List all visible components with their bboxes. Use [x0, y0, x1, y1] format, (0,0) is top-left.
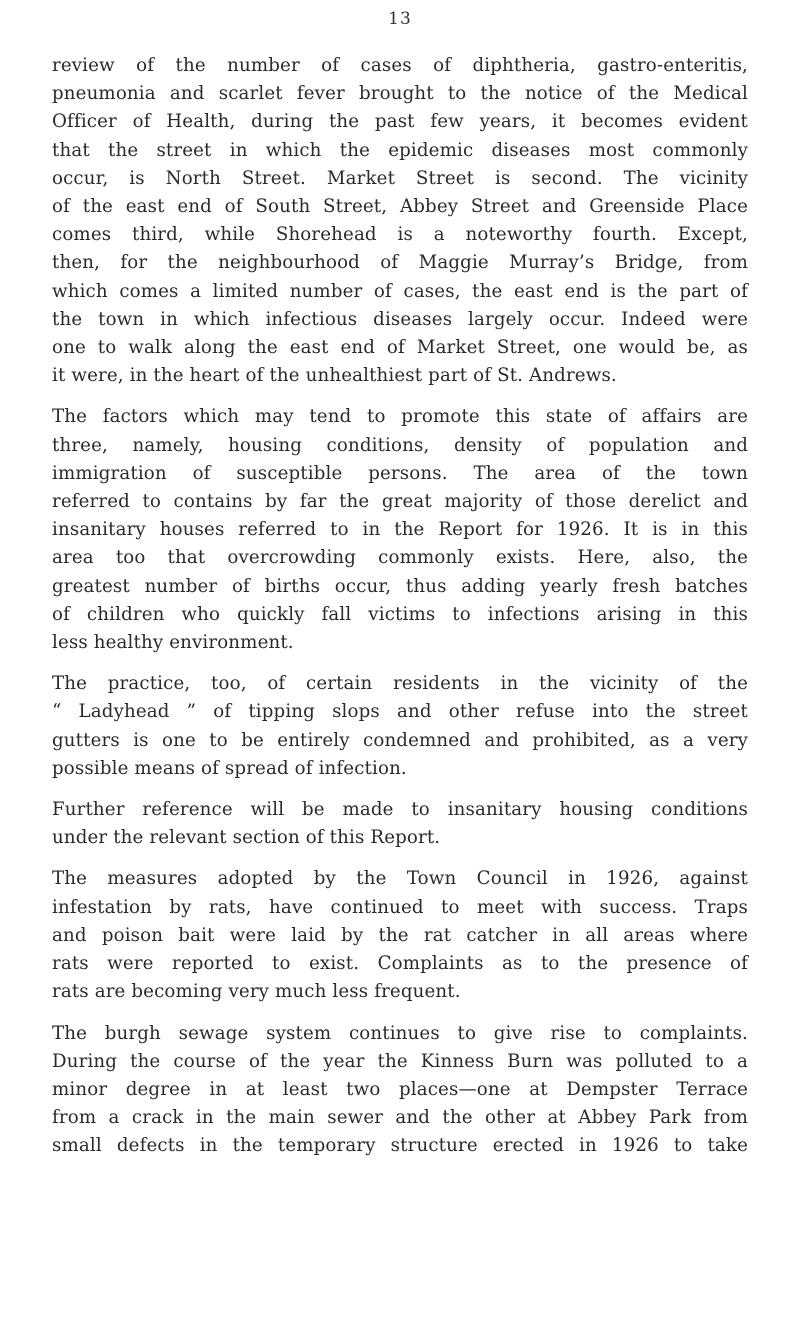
text-line: Further reference will be made to insanitary housing conditions: [52, 799, 748, 821]
text-line: under the relevant section of this Report.: [52, 827, 441, 849]
text-line: and poison bait were laid by the rat catcher in all areas where: [52, 924, 748, 946]
text-line: comes third, while Shorehead is a noteworthy fourth. Except,: [52, 224, 748, 246]
text-line: less healthy environment.: [52, 632, 294, 654]
text-line: insanitary houses referred to in the Report for 1926. It is in this: [52, 519, 748, 541]
paragraph-sewage: [52, 1020, 748, 1161]
text-line: occur, is North Street. Market Street is second. The vicinity: [52, 167, 748, 189]
text-line: referred to contains by far the great majority of those derelict and: [52, 491, 748, 513]
text-line: one to walk along the east end of Market Street, one would be, as: [52, 337, 748, 359]
paragraph-epidemic-streets: [52, 52, 748, 390]
paragraph-further-reference: [52, 796, 748, 852]
text-line: of the east end of South Street, Abbey Street and Greenside Place: [52, 196, 748, 218]
text-line: three, namely, housing conditions, density of population and: [52, 434, 748, 456]
text-line: the town in which infectious diseases largely occur. Indeed were: [52, 308, 748, 330]
text-line: minor degree in at least two places—one at Dempster Terrace: [52, 1078, 748, 1100]
text-line: that the street in which the epidemic diseases most commonly: [52, 139, 748, 161]
text-line: review of the number of cases of diphtheria, gastro-enteritis,: [52, 55, 748, 76]
text-line: of children who quickly fall victims to infections arising in this: [52, 603, 748, 625]
text-line: area too that overcrowding commonly exists. Here, also, the: [52, 547, 748, 569]
text-line: rats were reported to exist. Complaints as to the presence of: [52, 953, 748, 975]
text-line: Officer of Health, during the past few years, it becomes evident: [52, 111, 748, 133]
paragraph-ladyhead: [52, 670, 748, 783]
paragraph-rats: [52, 865, 748, 1006]
text-line: The factors which may tend to promote this state of affairs are: [52, 406, 748, 428]
text-line: it were, in the heart of the unhealthiest part of St. Andrews.: [52, 365, 617, 387]
text-line: greatest number of births occur, thus adding yearly fresh batches: [52, 575, 748, 597]
text-line: immigration of susceptible persons. The area of the town: [52, 462, 748, 484]
text-line: infestation by rats, have continued to meet with success. Traps: [52, 896, 748, 918]
text-line: from a crack in the main sewer and the other at Abbey Park from: [52, 1107, 748, 1129]
paragraph-factors: [52, 403, 748, 657]
body-text: [52, 52, 748, 1174]
page-number: 13: [388, 9, 412, 29]
text-line: “ Ladyhead ” of tipping slops and other refuse into the street: [52, 701, 748, 723]
text-line: rats are becoming very much less frequent.: [52, 981, 461, 1003]
text-line: The burgh sewage system continues to give rise to complaints.: [52, 1022, 748, 1044]
text-line: small defects in the temporary structure erected in 1926 to take: [52, 1135, 748, 1157]
text-line: pneumonia and scarlet fever brought to the notice of the Medical: [52, 83, 748, 105]
text-line: then, for the neighbourhood of Maggie Murray’s Bridge, from: [52, 252, 748, 274]
text-line: possible means of spread of infection.: [52, 757, 407, 779]
text-line: which comes a limited number of cases, the east end is the part of: [52, 280, 748, 302]
text-line: The measures adopted by the Town Council in 1926, against: [52, 868, 748, 890]
text-line: gutters is one to be entirely condemned and prohibited, as a very: [52, 729, 748, 751]
text-line: During the course of the year the Kinness Burn was polluted to a: [52, 1050, 748, 1072]
text-line: The practice, too, of certain residents in the vicinity of the: [52, 673, 748, 695]
